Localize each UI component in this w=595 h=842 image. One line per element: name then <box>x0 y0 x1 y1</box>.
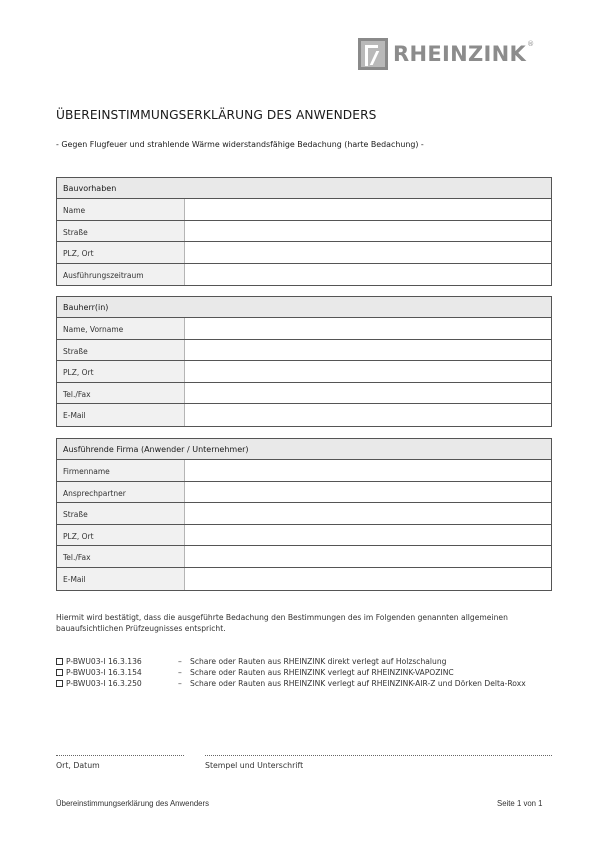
form-row <box>57 546 551 568</box>
footer-page-number: Seite 1 von 1 <box>497 799 543 808</box>
field-label: E-Mail <box>57 568 185 590</box>
registered-mark: ® <box>527 40 535 48</box>
separator: – <box>178 679 182 688</box>
place-date-label: Ort, Datum <box>56 761 100 770</box>
form-row <box>57 199 551 221</box>
field-label: Tel./Fax <box>57 383 185 404</box>
form-row <box>57 221 551 243</box>
form-row <box>57 361 551 383</box>
form-row <box>57 568 551 590</box>
form-row <box>57 460 551 482</box>
section-bauherr <box>56 296 552 427</box>
section-heading: Bauvorhaben <box>57 178 551 199</box>
logo-text: RHEINZINK <box>393 42 527 66</box>
field-input[interactable] <box>185 503 551 524</box>
form-row <box>57 340 551 362</box>
field-input[interactable] <box>185 361 551 382</box>
certificate-description: Schare oder Rauten aus RHEINZINK direkt verlegt auf Holzschalung <box>190 657 447 666</box>
checkbox[interactable] <box>56 658 63 665</box>
rheinzink-logo-icon <box>358 38 388 70</box>
form-row <box>57 264 551 286</box>
section-bauvorhaben <box>56 177 552 286</box>
field-input[interactable] <box>185 460 551 481</box>
field-label: Firmenname <box>57 460 185 481</box>
stamp-signature-label: Stempel und Unterschrift <box>205 761 304 770</box>
section-ausfuehrende-firma <box>56 438 552 591</box>
field-input[interactable] <box>185 546 551 567</box>
field-label: Straße <box>57 340 185 361</box>
checklist-item <box>56 667 552 678</box>
field-input[interactable] <box>185 318 551 339</box>
certificate-code: P-BWU03-I 16.3.154 <box>66 668 142 677</box>
page-title: ÜBEREINSTIMMUNGSERKLÄRUNG DES ANWENDERS <box>56 108 377 122</box>
certificate-code: P-BWU03-I 16.3.250 <box>66 679 142 688</box>
stamp-signature-line[interactable] <box>205 755 552 756</box>
field-label: Ansprechpartner <box>57 482 185 503</box>
field-input[interactable] <box>185 404 551 426</box>
field-label: PLZ, Ort <box>57 525 185 546</box>
page-subtitle: - Gegen Flugfeuer und strahlende Wärme widerstandsfähige Bedachung (harte Bedachung) - <box>56 140 424 149</box>
section-heading: Ausführende Firma (Anwender / Unternehmer) <box>57 439 551 460</box>
form-row <box>57 383 551 405</box>
form-row <box>57 525 551 547</box>
checklist-item <box>56 656 552 667</box>
form-row <box>57 482 551 504</box>
field-input[interactable] <box>185 383 551 404</box>
field-input[interactable] <box>185 242 551 263</box>
certificate-description: Schare oder Rauten aus RHEINZINK verlegt auf RHEINZINK-AIR-Z und Dörken Delta-Roxx <box>190 679 526 688</box>
field-input[interactable] <box>185 525 551 546</box>
rheinzink-logo <box>358 38 534 70</box>
checklist-item <box>56 678 552 689</box>
certificate-description: Schare oder Rauten aus RHEINZINK verlegt auf RHEINZINK-VAPOZINC <box>190 668 454 677</box>
field-label: Name <box>57 199 185 220</box>
field-label: Straße <box>57 503 185 524</box>
field-label: Ausführungszeitraum <box>57 264 185 286</box>
date-signature-line[interactable] <box>56 755 184 756</box>
field-input[interactable] <box>185 568 551 590</box>
form-row <box>57 242 551 264</box>
form-row <box>57 404 551 426</box>
field-input[interactable] <box>185 221 551 242</box>
field-label: PLZ, Ort <box>57 361 185 382</box>
footer-document-name: Übereinstimmungserklärung des Anwenders <box>56 799 209 808</box>
field-input[interactable] <box>185 482 551 503</box>
separator: – <box>178 668 182 677</box>
certificate-checklist <box>56 656 552 689</box>
form-row <box>57 503 551 525</box>
field-label: Straße <box>57 221 185 242</box>
section-heading: Bauherr(in) <box>57 297 551 318</box>
field-label: Name, Vorname <box>57 318 185 339</box>
field-label: Tel./Fax <box>57 546 185 567</box>
field-input[interactable] <box>185 264 551 286</box>
separator: – <box>178 657 182 666</box>
field-label: E-Mail <box>57 404 185 426</box>
field-input[interactable] <box>185 340 551 361</box>
field-input[interactable] <box>185 199 551 220</box>
confirmation-statement: Hiermit wird bestätigt, dass die ausgeführte Bedachung den Bestimmungen des im Folgenden genannten allgemeinen bauaufsichtlichen Prüfzeugnisses entspricht. <box>56 613 508 633</box>
certificate-code: P-BWU03-I 16.3.136 <box>66 657 142 666</box>
field-label: PLZ, Ort <box>57 242 185 263</box>
form-row <box>57 318 551 340</box>
checkbox[interactable] <box>56 680 63 687</box>
checkbox[interactable] <box>56 669 63 676</box>
